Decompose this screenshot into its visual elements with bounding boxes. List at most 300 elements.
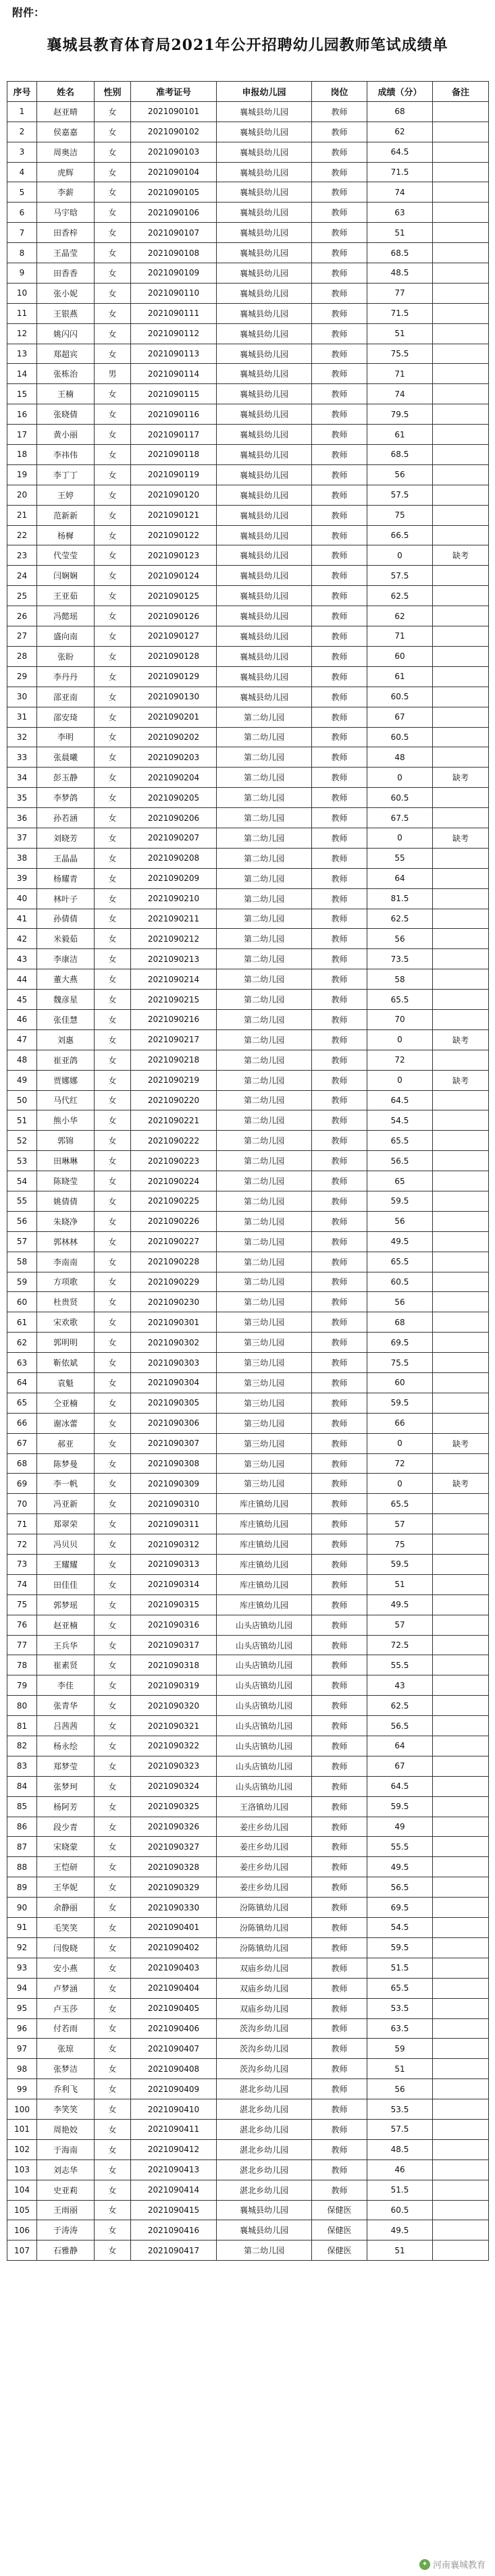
cell-remark (433, 223, 489, 243)
cell-position: 教师 (312, 2079, 367, 2099)
cell-ticket-number: 2021090130 (131, 687, 217, 707)
cell-remark (433, 888, 489, 909)
cell-score: 65.5 (367, 1252, 433, 1272)
cell-gender: 女 (95, 162, 131, 182)
cell-gender: 女 (95, 707, 131, 727)
cell-gender: 女 (95, 1312, 131, 1333)
table-row (7, 1070, 489, 1090)
cell-index: 106 (7, 2220, 37, 2240)
cell-index: 81 (7, 1716, 37, 1736)
cell-gender: 女 (95, 1191, 131, 1211)
cell-remark (433, 808, 489, 828)
cell-gender: 女 (95, 1393, 131, 1413)
cell-remark (433, 1312, 489, 1333)
table-row (7, 808, 489, 828)
cell-name: 于涛涛 (37, 2220, 95, 2240)
cell-ticket-number: 2021090223 (131, 1151, 217, 1171)
cell-kindergarten: 襄城县幼儿园 (217, 445, 312, 465)
cell-position: 教师 (312, 545, 367, 566)
cell-name: 朱晓净 (37, 1211, 95, 1231)
cell-name: 张琼 (37, 2039, 95, 2059)
cell-kindergarten: 襄城县幼儿园 (217, 404, 312, 425)
cell-position: 教师 (312, 122, 367, 142)
cell-score: 51 (367, 323, 433, 344)
cell-ticket-number: 2021090213 (131, 949, 217, 969)
cell-kindergarten: 第二幼儿园 (217, 768, 312, 788)
cell-index: 61 (7, 1312, 37, 1333)
cell-name: 熊小华 (37, 1110, 95, 1131)
cell-gender: 女 (95, 1211, 131, 1231)
cell-score: 56 (367, 2079, 433, 2099)
cell-name: 李丁丁 (37, 464, 95, 485)
cell-ticket-number: 2021090308 (131, 1453, 217, 1474)
cell-name: 盛向南 (37, 626, 95, 647)
cell-ticket-number: 2021090229 (131, 1272, 217, 1292)
cell-remark (433, 122, 489, 142)
cell-name: 周艳姣 (37, 2119, 95, 2139)
cell-kindergarten: 山头店镇幼儿园 (217, 1615, 312, 1635)
cell-kindergarten: 山头店镇幼儿园 (217, 1716, 312, 1736)
table-row (7, 1453, 489, 1474)
cell-remark: 缺考 (433, 1433, 489, 1453)
cell-gender: 女 (95, 485, 131, 505)
cell-kindergarten: 第三幼儿园 (217, 1353, 312, 1373)
table-row (7, 1655, 489, 1675)
cell-position: 教师 (312, 1110, 367, 1131)
cell-remark (433, 2240, 489, 2261)
cell-position: 教师 (312, 1453, 367, 1474)
cell-name: 方项歌 (37, 1272, 95, 1292)
cell-name: 于海南 (37, 2139, 95, 2159)
cell-kindergarten: 襄城县幼儿园 (217, 142, 312, 162)
cell-name: 李祎伟 (37, 445, 95, 465)
table-row (7, 182, 489, 203)
cell-gender: 女 (95, 1151, 131, 1171)
cell-score: 63.5 (367, 2018, 433, 2039)
cell-name: 谢冰蕾 (37, 1413, 95, 1433)
cell-gender: 女 (95, 1231, 131, 1252)
table-row (7, 1756, 489, 1776)
table-row (7, 485, 489, 505)
cell-name: 代莹莹 (37, 545, 95, 566)
cell-position: 教师 (312, 1029, 367, 1050)
header-kindergarten: 申报幼儿园 (217, 82, 312, 102)
cell-name: 王兵华 (37, 1635, 95, 1655)
cell-remark: 缺考 (433, 768, 489, 788)
cell-kindergarten: 山头店镇幼儿园 (217, 1635, 312, 1655)
cell-gender: 女 (95, 1615, 131, 1635)
cell-ticket-number: 2021090329 (131, 1877, 217, 1898)
cell-score: 48.5 (367, 2139, 433, 2159)
cell-score: 60.5 (367, 687, 433, 707)
cell-kindergarten: 第二幼儿园 (217, 1070, 312, 1090)
cell-gender: 女 (95, 1736, 131, 1756)
cell-name: 宋晓蒙 (37, 1837, 95, 1857)
cell-gender: 女 (95, 2039, 131, 2059)
cell-kindergarten: 第二幼儿园 (217, 929, 312, 949)
cell-name: 郭林林 (37, 1231, 95, 1252)
cell-index: 5 (7, 182, 37, 203)
cell-ticket-number: 2021090405 (131, 1998, 217, 2018)
cell-index: 98 (7, 2059, 37, 2079)
cell-index: 35 (7, 788, 37, 808)
cell-gender: 女 (95, 1998, 131, 2018)
cell-index: 91 (7, 1918, 37, 1938)
cell-kindergarten: 襄城县幼儿园 (217, 122, 312, 142)
cell-index: 43 (7, 949, 37, 969)
cell-index: 13 (7, 344, 37, 364)
cell-score: 48 (367, 747, 433, 768)
cell-remark (433, 1898, 489, 1918)
cell-kindergarten: 库庄镇幼儿园 (217, 1514, 312, 1534)
watermark (419, 2558, 486, 2571)
cell-ticket-number: 2021090107 (131, 223, 217, 243)
cell-name: 冯懿瑶 (37, 606, 95, 626)
cell-name: 张梦珂 (37, 1776, 95, 1796)
cell-position: 教师 (312, 1171, 367, 1191)
cell-gender: 女 (95, 1635, 131, 1655)
cell-remark (433, 1333, 489, 1353)
table-row (7, 1574, 489, 1594)
cell-score: 56.5 (367, 1877, 433, 1898)
cell-gender: 女 (95, 1373, 131, 1393)
table-row (7, 1413, 489, 1433)
cell-gender: 女 (95, 2099, 131, 2120)
cell-index: 16 (7, 404, 37, 425)
cell-score: 0 (367, 1433, 433, 1453)
cell-index: 28 (7, 646, 37, 666)
cell-name: 李康洁 (37, 949, 95, 969)
cell-kindergarten: 襄城县幼儿园 (217, 162, 312, 182)
cell-name: 郭明明 (37, 1333, 95, 1353)
cell-name: 张梦洁 (37, 2059, 95, 2079)
cell-position: 教师 (312, 1090, 367, 1110)
cell-position: 教师 (312, 1898, 367, 1918)
cell-remark (433, 626, 489, 647)
cell-score: 60.5 (367, 788, 433, 808)
cell-kindergarten: 第二幼儿园 (217, 1151, 312, 1171)
cell-score: 65.5 (367, 1494, 433, 1514)
cell-ticket-number: 2021090117 (131, 425, 217, 445)
cell-remark (433, 606, 489, 626)
cell-position: 教师 (312, 2139, 367, 2159)
cell-index: 77 (7, 1635, 37, 1655)
cell-kindergarten: 襄城县幼儿园 (217, 687, 312, 707)
cell-gender: 女 (95, 263, 131, 284)
cell-name: 孙若涵 (37, 808, 95, 828)
cell-name: 郭梦瑶 (37, 1594, 95, 1615)
cell-index: 86 (7, 1817, 37, 1837)
table-row (7, 606, 489, 626)
cell-gender: 女 (95, 1555, 131, 1575)
cell-position: 教师 (312, 384, 367, 404)
cell-position: 教师 (312, 1776, 367, 1796)
cell-gender: 女 (95, 1272, 131, 1292)
cell-score: 0 (367, 545, 433, 566)
cell-remark (433, 1958, 489, 1978)
cell-name: 陈梦曼 (37, 1453, 95, 1474)
cell-ticket-number: 2021090311 (131, 1514, 217, 1534)
cell-name: 郑梦莹 (37, 1756, 95, 1776)
cell-position: 教师 (312, 1837, 367, 1857)
cell-ticket-number: 2021090116 (131, 404, 217, 425)
cell-kindergarten: 襄城县幼儿园 (217, 586, 312, 606)
cell-position: 教师 (312, 646, 367, 666)
table-row (7, 384, 489, 404)
cell-remark (433, 2220, 489, 2240)
cell-gender: 女 (95, 1796, 131, 1817)
cell-remark (433, 2139, 489, 2159)
cell-gender: 女 (95, 888, 131, 909)
cell-remark (433, 162, 489, 182)
cell-index: 23 (7, 545, 37, 566)
cell-remark (433, 666, 489, 687)
cell-name: 马宇晗 (37, 203, 95, 223)
cell-remark (433, 1231, 489, 1252)
table-row (7, 1534, 489, 1555)
cell-score: 51 (367, 2059, 433, 2079)
cell-gender: 女 (95, 1877, 131, 1898)
cell-index: 6 (7, 203, 37, 223)
cell-kindergarten: 湛北乡幼儿园 (217, 2139, 312, 2159)
cell-position: 教师 (312, 1070, 367, 1090)
cell-gender: 女 (95, 808, 131, 828)
cell-ticket-number: 2021090202 (131, 727, 217, 747)
cell-index: 24 (7, 566, 37, 586)
table-row (7, 203, 489, 223)
cell-name: 王银燕 (37, 303, 95, 323)
table-row (7, 1937, 489, 1958)
cell-kindergarten: 山头店镇幼儿园 (217, 1736, 312, 1756)
cell-name: 刘惠 (37, 1029, 95, 1050)
cell-position: 教师 (312, 464, 367, 485)
cell-position: 教师 (312, 1252, 367, 1272)
cell-index: 34 (7, 768, 37, 788)
cell-kindergarten: 襄城县幼儿园 (217, 101, 312, 122)
cell-remark (433, 485, 489, 505)
cell-kindergarten: 襄城县幼儿园 (217, 666, 312, 687)
cell-name: 宋欢歌 (37, 1312, 95, 1333)
cell-index: 83 (7, 1756, 37, 1776)
cell-position: 教师 (312, 323, 367, 344)
cell-gender: 女 (95, 404, 131, 425)
cell-gender: 女 (95, 1514, 131, 1534)
cell-name: 田琳琳 (37, 1151, 95, 1171)
table-row (7, 2159, 489, 2180)
cell-position: 教师 (312, 1918, 367, 1938)
cell-index: 25 (7, 586, 37, 606)
cell-remark (433, 929, 489, 949)
cell-kindergarten: 第二幼儿园 (217, 909, 312, 929)
cell-name: 周奥洁 (37, 142, 95, 162)
cell-gender: 女 (95, 283, 131, 303)
cell-score: 77 (367, 283, 433, 303)
cell-gender: 女 (95, 788, 131, 808)
cell-ticket-number: 2021090220 (131, 1090, 217, 1110)
cell-gender: 女 (95, 1857, 131, 1877)
table-row (7, 2018, 489, 2039)
cell-score: 67 (367, 707, 433, 727)
cell-remark (433, 364, 489, 384)
cell-gender: 女 (95, 747, 131, 768)
cell-gender: 女 (95, 1756, 131, 1776)
cell-kindergarten: 第二幼儿园 (217, 969, 312, 990)
table-row (7, 364, 489, 384)
cell-kindergarten: 山头店镇幼儿园 (217, 1776, 312, 1796)
cell-kindergarten: 襄城县幼儿园 (217, 223, 312, 243)
cell-ticket-number: 2021090102 (131, 122, 217, 142)
table-row (7, 1333, 489, 1353)
cell-ticket-number: 2021090222 (131, 1131, 217, 1151)
cell-remark (433, 525, 489, 545)
table-row (7, 1211, 489, 1231)
cell-name: 侯嘉嘉 (37, 122, 95, 142)
cell-score: 75.5 (367, 344, 433, 364)
cell-name: 冯亚新 (37, 1494, 95, 1514)
cell-remark (433, 2079, 489, 2099)
cell-kindergarten: 第二幼儿园 (217, 1171, 312, 1191)
cell-name: 吕茜茜 (37, 1716, 95, 1736)
cell-remark: 缺考 (433, 1070, 489, 1090)
cell-position: 教师 (312, 808, 367, 828)
cell-index: 97 (7, 2039, 37, 2059)
cell-remark (433, 1817, 489, 1837)
cell-index: 39 (7, 868, 37, 888)
table-row (7, 1393, 489, 1413)
cell-position: 教师 (312, 1393, 367, 1413)
cell-ticket-number: 2021090406 (131, 2018, 217, 2039)
cell-ticket-number: 2021090327 (131, 1837, 217, 1857)
cell-name: 余静丽 (37, 1898, 95, 1918)
cell-remark: 缺考 (433, 1474, 489, 1494)
cell-kindergarten: 襄城县幼儿园 (217, 243, 312, 263)
cell-remark (433, 1050, 489, 1070)
cell-position: 教师 (312, 1998, 367, 2018)
cell-index: 89 (7, 1877, 37, 1898)
cell-position: 教师 (312, 707, 367, 727)
cell-score: 64.5 (367, 1776, 433, 1796)
cell-score: 46 (367, 2159, 433, 2180)
cell-kindergarten: 襄城县幼儿园 (217, 303, 312, 323)
cell-score: 62.5 (367, 586, 433, 606)
cell-ticket-number: 2021090407 (131, 2039, 217, 2059)
cell-index: 22 (7, 525, 37, 545)
cell-score: 61 (367, 666, 433, 687)
cell-score: 70 (367, 1009, 433, 1029)
cell-position: 教师 (312, 1131, 367, 1151)
cell-score: 74 (367, 182, 433, 203)
cell-remark (433, 243, 489, 263)
cell-position: 教师 (312, 990, 367, 1010)
cell-kindergarten: 库庄镇幼儿园 (217, 1594, 312, 1615)
cell-name: 米毅茹 (37, 929, 95, 949)
cell-ticket-number: 2021090203 (131, 747, 217, 768)
cell-remark (433, 101, 489, 122)
cell-index: 59 (7, 1272, 37, 1292)
cell-remark (433, 1675, 489, 1696)
cell-remark (433, 1918, 489, 1938)
cell-gender: 女 (95, 1131, 131, 1151)
table-row (7, 162, 489, 182)
cell-remark (433, 1716, 489, 1736)
cell-score: 66.5 (367, 525, 433, 545)
cell-gender: 女 (95, 1978, 131, 1998)
cell-gender: 女 (95, 101, 131, 122)
cell-gender: 女 (95, 1252, 131, 1272)
cell-remark (433, 868, 489, 888)
table-row (7, 2059, 489, 2079)
cell-gender: 女 (95, 2079, 131, 2099)
cell-position: 教师 (312, 1555, 367, 1575)
cell-name: 孙倩倩 (37, 909, 95, 929)
cell-position: 教师 (312, 525, 367, 545)
cell-position: 教师 (312, 1231, 367, 1252)
cell-kindergarten: 第二幼儿园 (217, 1211, 312, 1231)
cell-ticket-number: 2021090103 (131, 142, 217, 162)
cell-kindergarten: 襄城县幼儿园 (217, 364, 312, 384)
cell-ticket-number: 2021090227 (131, 1231, 217, 1252)
cell-score: 75.5 (367, 1353, 433, 1373)
table-row (7, 101, 489, 122)
cell-name: 虎辉 (37, 162, 95, 182)
cell-ticket-number: 2021090410 (131, 2099, 217, 2120)
cell-score: 51 (367, 1574, 433, 1594)
cell-index: 30 (7, 687, 37, 707)
cell-score: 71.5 (367, 303, 433, 323)
table-row (7, 1817, 489, 1837)
table-row (7, 1090, 489, 1110)
table-row (7, 929, 489, 949)
cell-remark (433, 1373, 489, 1393)
cell-remark (433, 1110, 489, 1131)
cell-kindergarten: 双庙乡幼儿园 (217, 1958, 312, 1978)
cell-ticket-number: 2021090404 (131, 1978, 217, 1998)
cell-gender: 女 (95, 445, 131, 465)
table-row (7, 1353, 489, 1373)
cell-ticket-number: 2021090415 (131, 2200, 217, 2220)
cell-index: 29 (7, 666, 37, 687)
attachment-label: 附件： (12, 6, 45, 19)
table-row (7, 687, 489, 707)
cell-gender: 女 (95, 1716, 131, 1736)
cell-name: 邵亚南 (37, 687, 95, 707)
cell-ticket-number: 2021090225 (131, 1191, 217, 1211)
cell-gender: 女 (95, 868, 131, 888)
cell-gender: 女 (95, 1837, 131, 1857)
cell-position: 教师 (312, 687, 367, 707)
cell-ticket-number: 2021090211 (131, 909, 217, 929)
cell-score: 62.5 (367, 909, 433, 929)
table-row (7, 1009, 489, 1029)
cell-ticket-number: 2021090312 (131, 1534, 217, 1555)
cell-name: 卢玉莎 (37, 1998, 95, 2018)
cell-gender: 女 (95, 464, 131, 485)
cell-ticket-number: 2021090301 (131, 1312, 217, 1333)
cell-ticket-number: 2021090110 (131, 283, 217, 303)
cell-gender: 女 (95, 949, 131, 969)
cell-kindergarten: 库庄镇幼儿园 (217, 1494, 312, 1514)
cell-remark (433, 1191, 489, 1211)
cell-index: 58 (7, 1252, 37, 1272)
cell-remark (433, 707, 489, 727)
table-row (7, 1029, 489, 1050)
table-row (7, 566, 489, 586)
cell-gender: 女 (95, 344, 131, 364)
cell-gender: 女 (95, 142, 131, 162)
cell-score: 53.5 (367, 2099, 433, 2120)
table-row (7, 404, 489, 425)
cell-position: 教师 (312, 2018, 367, 2039)
